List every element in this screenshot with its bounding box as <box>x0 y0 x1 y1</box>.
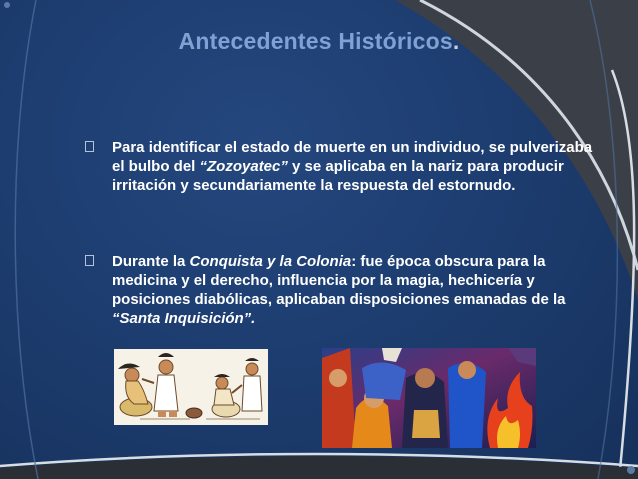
aztec-codex-illustration <box>114 349 268 425</box>
codex-figures-drawing <box>114 349 268 425</box>
inquisition-painting <box>322 348 536 448</box>
bullet-2-text-a: Durante la <box>112 253 190 270</box>
bullet-1-emphasis-zozoyatec: “Zozoyatec” <box>199 158 288 175</box>
bullet-2-emphasis-inquisicion: “Santa Inquisición”. <box>112 310 256 327</box>
bullet-2-text-b: : fue época obscura para la medicina y el derecho, influencia por la magia, hechicería y posiciones diabólicas, aplicaban disposiciones emanadas de la <box>112 253 566 308</box>
painting-scene <box>322 348 536 448</box>
slide-title-period: . <box>452 28 460 54</box>
bullet-1-text-b: y se aplicaba en la nariz para producir irritación y secundariamente la respuesta del estornudo. <box>112 158 564 194</box>
bullet-2-emphasis-conquista: Conquista y la Colonia <box>189 253 352 270</box>
bullet-marker-icon <box>85 255 94 266</box>
slide-title-text: Antecedentes Históricos <box>178 28 453 54</box>
slide-title <box>0 28 638 55</box>
bullet-1-text-a: Para identificar el estado de muerte en un individuo, se pulverizaba el bulbo del <box>112 139 593 175</box>
left-inner-arc <box>15 0 38 479</box>
corner-dot-top <box>4 2 10 8</box>
bullet-text-2 <box>112 252 607 328</box>
bullet-text-1 <box>112 138 607 195</box>
bullet-marker-icon <box>85 141 94 152</box>
corner-dot-bottom <box>627 466 635 474</box>
